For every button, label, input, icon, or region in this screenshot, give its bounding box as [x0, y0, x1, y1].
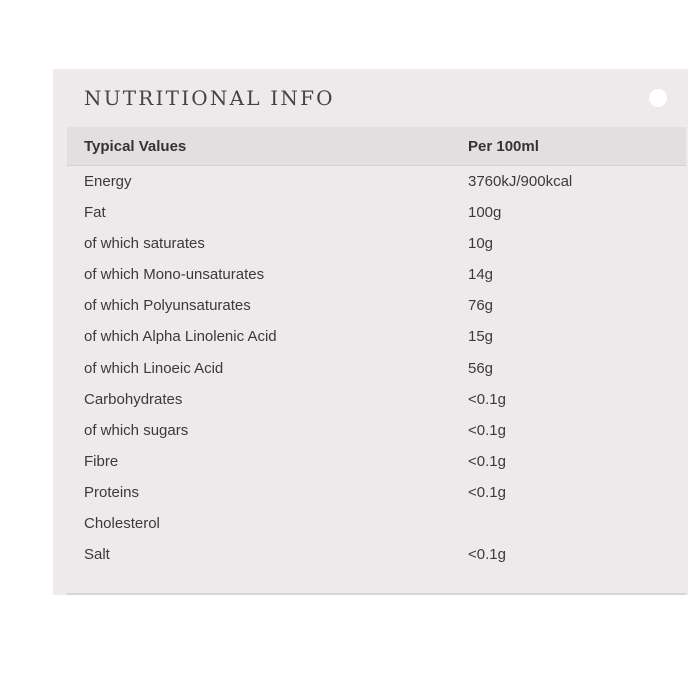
row-label: of which sugars: [84, 421, 189, 439]
table-row: [67, 321, 686, 352]
table-header: [67, 127, 686, 166]
table-row: [67, 228, 686, 259]
row-value: 76g: [468, 297, 494, 315]
row-value: <0.1g: [468, 390, 506, 408]
row-value: 3760kJ/900kcal: [468, 173, 573, 190]
row-label: Cholesterol: [84, 515, 160, 533]
circle-toggle-icon[interactable]: [649, 89, 667, 107]
table-row: [67, 477, 686, 508]
header-typical-values: Typical Values: [84, 138, 187, 155]
nutrition-table: [67, 127, 686, 570]
table-row: [67, 508, 686, 539]
panel-title: NUTRITIONAL INFO: [84, 86, 335, 110]
row-value: <0.1g: [468, 483, 506, 501]
row-value: 56g: [468, 359, 494, 377]
row-value: <0.1g: [468, 421, 506, 439]
table-row: [67, 197, 686, 228]
row-label: Salt: [84, 546, 110, 564]
row-label: Proteins: [84, 483, 140, 501]
row-label: Carbohydrates: [84, 390, 183, 408]
row-label: of which saturates: [84, 235, 205, 253]
table-body: [67, 166, 686, 570]
table-row: [67, 446, 686, 477]
table-row: [67, 166, 686, 197]
row-label: of which Linoeic Acid: [84, 359, 224, 377]
row-value: 15g: [468, 328, 494, 346]
table-row: [67, 539, 686, 570]
header-per-100ml: Per 100ml: [468, 138, 539, 155]
row-label: of which Alpha Linolenic Acid: [84, 328, 277, 346]
row-value: 14g: [468, 266, 494, 284]
table-row: [67, 353, 686, 384]
table-row: [67, 290, 686, 321]
row-label: Fat: [84, 204, 106, 222]
bottom-divider: [67, 593, 686, 595]
table-row: [67, 415, 686, 446]
row-value: 10g: [468, 235, 494, 253]
nutrition-panel: [53, 69, 688, 595]
table-row: [67, 384, 686, 415]
row-value: <0.1g: [468, 452, 506, 470]
row-label: of which Polyunsaturates: [84, 297, 251, 315]
row-label: Energy: [84, 173, 132, 190]
row-label: Fibre: [84, 452, 119, 470]
row-value: <0.1g: [468, 546, 506, 564]
table-row: [67, 259, 686, 290]
row-value: 100g: [468, 204, 502, 222]
row-label: of which Mono-unsaturates: [84, 266, 265, 284]
